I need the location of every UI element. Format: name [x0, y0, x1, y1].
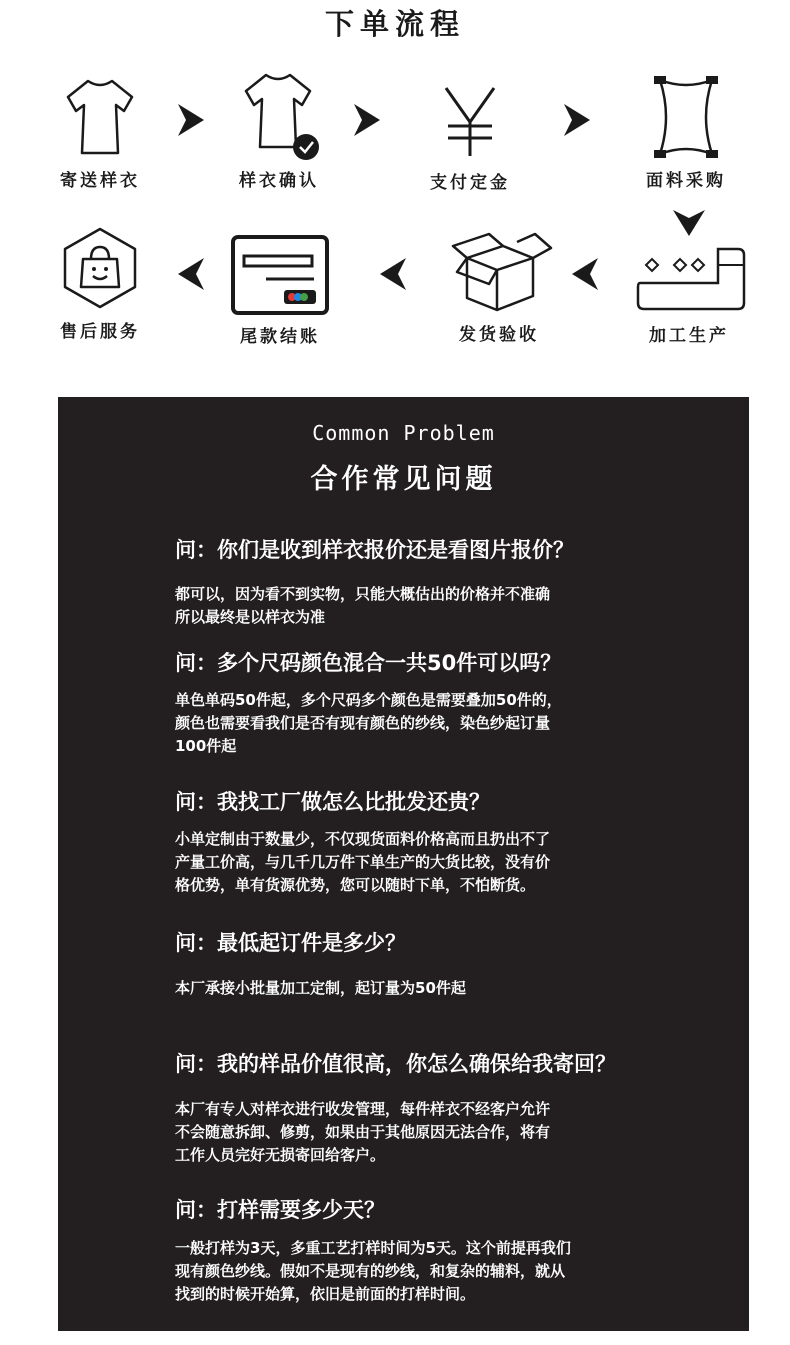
step-after-sales	[35, 225, 165, 342]
faq-question: 问：多个尺码颜色混合一共50件可以吗？	[175, 651, 562, 675]
step-label: 发货验收	[459, 325, 539, 345]
faq-question: 问：打样需要多少天？	[175, 1198, 385, 1222]
tshirt-icon	[60, 75, 140, 160]
step-label: 面料采购	[646, 171, 726, 191]
faq-answer	[175, 1098, 695, 1167]
faq-answer-line: 单色单码50件起，多个尺码多个颜色是需要叠加50件的，	[175, 691, 562, 709]
step-label: 加工生产	[649, 326, 729, 346]
faq-answer	[175, 977, 695, 1000]
faq-answer-line: 小单定制由于数量少，不仅现货面料价格高而且扔出不了	[175, 830, 551, 848]
arrow-right-icon	[560, 101, 594, 139]
tshirt-check-icon	[236, 71, 322, 160]
step-fabric	[621, 74, 751, 191]
faq-answer-line: 工作人员完好无损寄回给客户。	[175, 1146, 386, 1164]
faq-question: 问：你们是收到样衣报价还是看图片报价？	[175, 538, 574, 562]
step-label: 尾款结账	[240, 327, 320, 347]
step-sample-confirm	[214, 71, 344, 191]
faq-heading-cn: 合作常见问题	[310, 464, 497, 495]
step-send-sample	[35, 75, 165, 191]
faq-heading-en: Common Problem	[312, 421, 495, 445]
faq-answer-line: 本厂承接小批量加工定制，起订量为50件起	[175, 979, 466, 997]
faq-panel	[58, 397, 749, 1331]
faq-answer	[175, 689, 695, 758]
faq-question: 问：最低起订件是多少？	[175, 931, 406, 955]
yen-icon	[430, 82, 510, 162]
faq-answer-line: 现有颜色纱线。假如不是现有的纱线，和复杂的辅料，就从	[175, 1262, 566, 1280]
faq-answer-line: 所以最终是以样衣为准	[175, 608, 326, 626]
step-delivery	[434, 228, 564, 345]
arrow-down-icon	[670, 206, 708, 240]
faq-answer-line: 100件起	[175, 737, 237, 755]
faq-answer-line: 本厂有专人对样衣进行收发管理，每件样衣不经客户允许	[175, 1100, 551, 1118]
step-label: 支付定金	[430, 173, 510, 193]
faq-answer	[175, 583, 695, 629]
faq-answer-line: 产量工价高，与几千几万件下单生产的大货比较，没有价	[175, 853, 551, 871]
faq-answer	[175, 828, 695, 897]
step-deposit	[405, 82, 535, 193]
step-production	[624, 243, 754, 346]
step-label: 寄送样衣	[60, 171, 140, 191]
faq-answer-line: 都可以，因为看不到实物，只能大概估出的价格并不准确	[175, 585, 551, 603]
faq-answer-line: 一般打样为3天，多重工艺打样时间为5天。这个前提再我们	[175, 1239, 571, 1257]
step-label: 售后服务	[60, 322, 140, 342]
faq-answer-line: 格优势，单有货源优势，您可以随时下单，不怕断货。	[175, 876, 536, 894]
box-icon	[443, 228, 555, 314]
factory-icon	[626, 243, 752, 315]
faq-answer-line: 不会随意拆卸、修剪，如果由于其他原因无法合作，将有	[175, 1123, 551, 1141]
arrow-left-icon	[568, 255, 602, 293]
arrow-right-icon	[174, 101, 208, 139]
payment-card-icon	[230, 234, 330, 316]
faq-answer-line: 颜色也需要看我们是否有现有颜色的纱线，染色纱起订量	[175, 714, 551, 732]
arrow-left-icon	[376, 255, 410, 293]
faq-answer	[175, 1237, 695, 1306]
page-title: 下单流程	[324, 7, 465, 41]
arrow-left-icon	[174, 255, 208, 293]
fabric-icon	[646, 74, 726, 160]
faq-question: 问：我找工厂做怎么比批发还贵？	[175, 790, 490, 814]
step-label: 样衣确认	[239, 171, 319, 191]
faq-question: 问：我的样品价值很高，你怎么确保给我寄回？	[175, 1052, 616, 1076]
faq-answer-line: 找到的时候开始算，依旧是前面的打样时间。	[175, 1285, 476, 1303]
shopping-bag-icon	[57, 225, 143, 311]
arrow-right-icon	[350, 101, 384, 139]
step-final-payment	[215, 234, 345, 347]
